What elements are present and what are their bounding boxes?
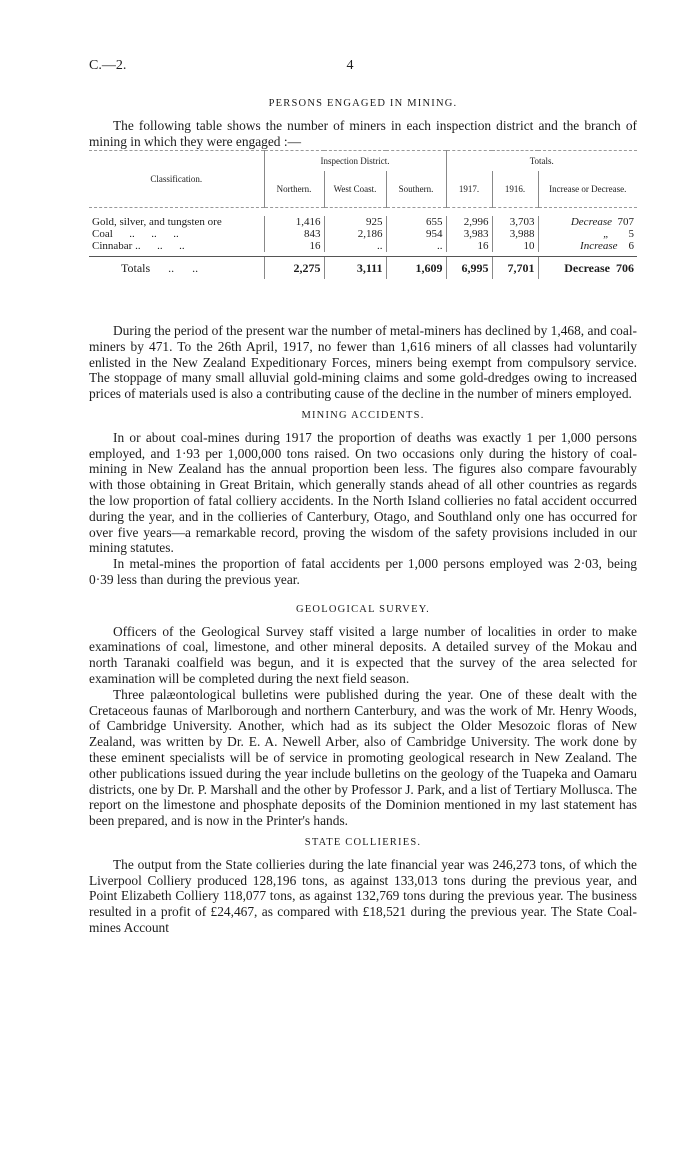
totals-label: Totals .. .. (89, 257, 264, 280)
page-number: 4 (346, 58, 354, 73)
section-persons (89, 90, 637, 149)
change-value: 706 (616, 260, 634, 275)
row-label: Coal .. .. .. (92, 228, 179, 240)
cell-southern: 954 (386, 228, 446, 240)
col-1917: 1917. (446, 171, 492, 208)
paragraph: Officers of the Geological Survey staff visited a large number of localities in order to make examinations of coal, limestone, and other mineral deposits. A detailed survey of the Mokau and north Taranaki coalfield was begun, and it is expected that the survey of the area selected for examination will be completed during the next field season. (89, 623, 637, 686)
change-word: „ (603, 228, 610, 240)
cell-1917: 2,996 (446, 216, 492, 228)
total-1916: 7,701 (492, 257, 538, 280)
total-southern: 1,609 (386, 257, 446, 280)
main-text (89, 323, 637, 936)
cell-west-coast: 925 (324, 216, 386, 228)
col-west-coast: West Coast. (324, 171, 386, 208)
table-row (89, 216, 637, 228)
cell-southern: .. (386, 240, 446, 252)
row-label: Gold, silver, and tungsten ore (92, 216, 222, 228)
cell-change (538, 228, 637, 240)
total-change (538, 257, 637, 280)
group-inspection-district: Inspection District. (264, 151, 446, 172)
change-value: 5 (628, 228, 634, 240)
col-southern: Southern. (386, 171, 446, 208)
total-1917: 6,995 (446, 257, 492, 280)
section-heading-persons: PERSONS ENGAGED IN MINING. (268, 98, 458, 109)
paragraph: In or about coal-mines during 1917 the proportion of deaths was exactly 1 per 1,000 persons employed, and 1·93 per 1,000,000 tons raised. On two occasions only during the history of coal-mining in New Zealand has the annual proportion been less. The figures also compare favourably with those obtaining in Great Britain, which generally stands ahead of all other countries as regards the low proportion of fatal colliery accidents. In the North Island collieries no fatal accident occurred during the year, and in the collieries of Canterbury, Otago, and Southland only one has occurred for over five years—a remarkable record, proving the wisdom of the safety provisions included in our mining statutes. (89, 429, 637, 556)
cell-northern: 1,416 (264, 216, 324, 228)
table-row (89, 228, 637, 240)
change-value: 6 (628, 240, 634, 252)
col-northern: Northern. (264, 171, 324, 208)
total-northern: 2,275 (264, 257, 324, 280)
cell-1916: 3,988 (492, 228, 538, 240)
section-heading-accidents: MINING ACCIDENTS. (301, 409, 425, 421)
col-change: Increase or Decrease. (538, 171, 637, 208)
col-classification: Classification. (89, 151, 264, 208)
cell-northern: 843 (264, 228, 324, 240)
cell-1917: 16 (446, 240, 492, 252)
change-word: Increase (580, 240, 618, 252)
cell-change (538, 240, 637, 252)
change-word: Decrease (564, 260, 610, 275)
paragraph: During the period of the present war the number of metal-miners has declined by 1,468, and coal-miners by 471. To the 26th April, 1917, no fewer than 1,616 miners of all classes had voluntarily enlisted in the New Zealand Expeditionary Forces, miners being exempt from compulsory service. The stoppage of many small alluvial gold-mining claims and some gold-dredges owing to increased prices of materials used is also a contributing cause of the decline in the number of miners employed. (89, 323, 637, 402)
total-west-coast: 3,111 (324, 257, 386, 280)
cell-1916: 10 (492, 240, 538, 252)
section-heading-geology: GEOLOGICAL SURVEY. (296, 603, 430, 615)
change-value: 707 (617, 216, 634, 228)
paragraph: Three palæontological bulletins were published during the year. One of these dealt with the Cretaceous faunas of Marlborough and northern Canterbury, and was the work of Mr. Henry Woods, of Cambridge University. Another, which had as its subject the Older Mesozoic floras of New Zealand, was written by Dr. E. A. Newell Arber, also of Cambridge University. The work done by these eminent specialists will be of service in promoting geological research in New Zealand. The other publications issued during the year include bulletins on the geology of the Tuapeka and Oamaru districts, one by Dr. P. Marshall and the other by Professor J. Park, and a list of Tertiary Mollusca. The report on the limestone and phosphate deposits of the Dominion mentioned in my last statement has been prepared, and is now in the Printer's hands. (89, 686, 637, 829)
cell-1917: 3,983 (446, 228, 492, 240)
cell-southern: 655 (386, 216, 446, 228)
row-label: Cinnabar .. .. .. (92, 240, 185, 252)
col-1916: 1916. (492, 171, 538, 208)
cell-change (538, 216, 637, 228)
group-totals: Totals. (446, 151, 637, 172)
section-heading-collieries: STATE COLLIERIES. (304, 836, 422, 848)
cell-1916: 3,703 (492, 216, 538, 228)
miners-table (89, 150, 637, 287)
paragraph: The output from the State collieries during the late financial year was 246,273 tons, of which the Liverpool Colliery produced 128,196 tons, as against 133,013 tons during the previous year, and Point Elizabeth Colliery 118,077 tons, as against 132,769 tons during the previous year. The business resulted in a profit of £24,467, as compared with £18,521 during the previous year. The State Coal-mines Account (89, 856, 637, 935)
series-code: C.—2. (89, 58, 127, 73)
cell-northern: 16 (264, 240, 324, 252)
change-word: Decrease (570, 216, 612, 228)
cell-west-coast: .. (324, 240, 386, 252)
paragraph: In metal-mines the proportion of fatal accidents per 1,000 persons employed was 2·03, being 0·39 less than during the previous year. (89, 556, 637, 587)
table-intro: The following table shows the number of miners in each inspection district and the branch of mining in which they were engaged :— (89, 117, 637, 149)
table-row (89, 240, 637, 252)
totals-row (89, 257, 637, 280)
cell-west-coast: 2,186 (324, 228, 386, 240)
